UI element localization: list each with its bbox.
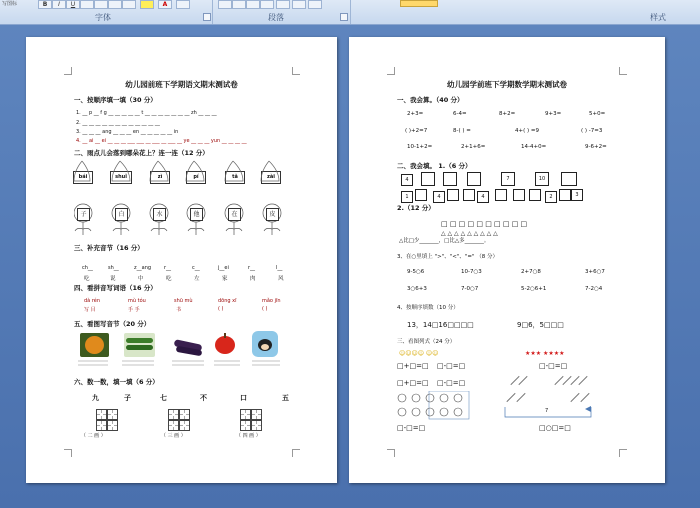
- compare-item: 2+7○8: [521, 269, 541, 275]
- stroke-character: 九: [92, 394, 99, 402]
- syllable-item: j__ei: [218, 265, 229, 271]
- compare-item: 3+6○7: [585, 269, 605, 275]
- stroke-character: 七: [160, 394, 167, 402]
- margin-mark: [619, 449, 627, 457]
- syllable-item: c__: [192, 265, 200, 271]
- calc-item: 8+2=: [499, 111, 516, 117]
- margin-mark: [64, 67, 72, 75]
- writing-lines: [78, 359, 293, 369]
- section-heading: 二、雨点儿会落到哪朵花上？连一连（12 分）: [74, 149, 209, 157]
- square-row: □ □ □ □ □ □ □ □ □ □: [441, 220, 528, 228]
- calc-item: 14-4+0=: [521, 144, 547, 150]
- calc-item: 5+0=: [589, 111, 606, 117]
- margin-mark: [387, 67, 395, 75]
- syllable-item: ch__: [82, 265, 93, 271]
- number-box: 7: [501, 172, 515, 186]
- writing-grid: [251, 409, 262, 420]
- fill-row: 1. __ p __ f g __ __ __ __ __ t __ __ __ __ __ __ __ zh __ __ __: [76, 110, 217, 116]
- apple-image: [214, 333, 236, 355]
- writing-grid: [240, 409, 251, 420]
- writing-grid: [168, 420, 179, 431]
- syllable-char: 吃: [84, 276, 90, 282]
- stroke-character: 五: [282, 394, 289, 402]
- apple-grid: [397, 391, 477, 421]
- number-box: [463, 189, 475, 201]
- writing-grid: [107, 409, 118, 420]
- fill-row: 2. __ __ __ __ __ __ __ __ __ __ __ __: [76, 120, 160, 126]
- mickey-bag-image: [252, 331, 278, 357]
- syllable-char: 左: [194, 276, 200, 282]
- number-box: [421, 172, 435, 186]
- number-box: 1: [401, 191, 413, 203]
- stroke-count: （ 二 画 ）: [81, 433, 106, 439]
- align-right-button[interactable]: [246, 0, 260, 9]
- syllable-item: z__ang: [134, 265, 152, 271]
- number-box: [467, 172, 481, 186]
- font-color-button[interactable]: A: [158, 0, 172, 9]
- writing-grid: [168, 409, 179, 420]
- writing-grid: [179, 409, 190, 420]
- compare-item: 10-7○3: [461, 269, 482, 275]
- order-sequence: 13，14□16□□□□: [407, 321, 474, 329]
- stroke-count: （ 四 画 ）: [236, 433, 261, 439]
- raindrop-pinyin: tǎ: [225, 171, 245, 184]
- section-heading: 3、在○里填上 ">"、"<"、"=" （8 分）: [397, 254, 499, 260]
- change-case-button[interactable]: [122, 0, 136, 9]
- paragraph-dialog-launcher[interactable]: [340, 13, 348, 21]
- section-heading: 三、补充音节（16 分）: [74, 244, 144, 252]
- highlight-button[interactable]: [140, 0, 154, 9]
- justify-button[interactable]: [260, 0, 274, 9]
- section-heading: 五、看图写音节（20 分）: [74, 320, 151, 328]
- calc-item: ( )+2=7: [405, 128, 428, 134]
- equation-blank: □+□=□: [397, 362, 429, 370]
- section-heading: 四、看拼音写词语（16 分）: [74, 284, 157, 292]
- number-box: 3: [571, 189, 583, 201]
- char-shading-button[interactable]: [176, 0, 190, 9]
- raindrop-pinyin: zì: [150, 171, 170, 184]
- flower-character: 皮: [266, 208, 279, 221]
- margin-mark: [64, 449, 72, 457]
- ribbon-separator: [212, 0, 213, 24]
- fill-row: 3. __ __ __ ang __ __ __ en __ __ __ __ __ in: [76, 129, 179, 135]
- number-box: [513, 189, 525, 201]
- answer-slot: ( ): [218, 306, 224, 312]
- pinyin-word: dà rén: [84, 298, 101, 304]
- stick-figure: [518, 376, 527, 385]
- ribbon: [0, 0, 700, 25]
- stick-figure: [570, 393, 579, 402]
- calc-item: 8-( ) =: [453, 128, 471, 134]
- pinyin-word: mǎo jīn: [262, 298, 281, 304]
- paragraph-group-label: 段落: [268, 13, 284, 22]
- writing-grid: [96, 420, 107, 431]
- number-box: [529, 189, 541, 201]
- syllable-item: r__: [248, 265, 256, 271]
- ribbon-separator: [350, 0, 351, 24]
- strikethrough-button[interactable]: [80, 0, 94, 9]
- stroke-character: 不: [200, 394, 207, 402]
- margin-mark: [292, 449, 300, 457]
- compare-item: 7-0○7: [461, 286, 479, 292]
- smiley-group: ☺☺☺☺ ☺☺: [399, 350, 439, 357]
- flower-character: 子: [77, 208, 90, 221]
- answer-slot: 写 目: [84, 307, 96, 313]
- stick-figure: [516, 393, 525, 402]
- bold-button[interactable]: B: [38, 0, 52, 9]
- font-dialog-launcher[interactable]: [203, 13, 211, 21]
- syllable-char: 中: [138, 276, 144, 282]
- calc-item: 10-1+2=: [407, 144, 433, 150]
- cucumber-image: [124, 333, 155, 357]
- chinese-exam-page: [26, 37, 337, 483]
- syllable-char: 说: [110, 276, 116, 282]
- pinyin-word: dōng xī: [218, 298, 237, 304]
- calc-item: 9+3=: [545, 111, 562, 117]
- syllable-item: l__: [276, 265, 283, 271]
- math-exam-page: [349, 37, 665, 483]
- section-heading: 一、按顺序填一填（30 分）: [74, 96, 157, 104]
- bracket-arrow: [503, 405, 595, 423]
- calc-item: 9-6+2=: [585, 144, 607, 150]
- number-box: 10: [535, 172, 549, 186]
- flower-character: 水: [153, 208, 166, 221]
- section-heading: 二、我会填。 1.（6 分）: [397, 162, 472, 170]
- writing-grid: [179, 420, 190, 431]
- align-left-button[interactable]: [218, 0, 232, 9]
- section-heading: 六、数一数，填一填（6 分）: [74, 378, 159, 386]
- number-box: 4: [433, 191, 445, 203]
- equation-blank: □-□=□: [397, 424, 426, 432]
- calc-item: 6-4=: [453, 111, 467, 117]
- stick-figure: [580, 393, 589, 402]
- answer-slot: ( ): [262, 306, 268, 312]
- number-box: 4: [477, 191, 489, 203]
- raindrop-pinyin: pí: [186, 171, 206, 184]
- raindrop-pinyin: bái: [73, 171, 93, 184]
- flower-outlines: [74, 203, 294, 237]
- star-group: ★★★ ★★★★: [525, 350, 565, 357]
- raindrop-pinyin: shuǐ: [110, 171, 132, 184]
- syllable-char: 肉: [250, 276, 256, 282]
- stroke-character: 子: [124, 394, 131, 402]
- margin-mark: [292, 67, 300, 75]
- writing-grid: [107, 420, 118, 431]
- raindrop-outlines: [70, 159, 290, 197]
- margin-mark: [619, 67, 627, 75]
- calc-item: 2+1+6=: [461, 144, 486, 150]
- number-box: [495, 189, 507, 201]
- pinyin-word: mù tóu: [128, 298, 146, 304]
- ribbon-left-label: 写图标: [2, 1, 18, 7]
- compare-item: 7-2○4: [585, 286, 603, 292]
- number-box: 2: [545, 191, 557, 203]
- styles-group-label: 样式: [650, 13, 666, 22]
- calc-item: 4+( ) =9: [515, 128, 540, 134]
- syllable-char: 风: [278, 276, 284, 282]
- order-sequence: 9□6，5□□□: [517, 321, 564, 329]
- calc-item: 2+3=: [407, 111, 424, 117]
- stroke-character: 口: [240, 394, 247, 402]
- syllable-char: 家: [222, 276, 228, 282]
- fill-row: 4. __ ai __ ei __ __ __ ___ ___ __ ___ __ ___ __ ye __ __ __ yun __ __ __ __: [76, 138, 247, 144]
- page-title: 幼儿园学前班下学期数学期末测试卷: [447, 80, 567, 89]
- answer-slot: 手 手: [128, 307, 140, 313]
- section-heading: 三、看图列式（24 分）: [397, 339, 456, 345]
- compare-item: 5-2○6+1: [521, 286, 547, 292]
- equation-blank: □-□=□: [539, 362, 568, 370]
- flower-character: 白: [115, 208, 128, 221]
- pinyin-word: shū mù: [174, 298, 193, 304]
- number-box: [447, 189, 459, 201]
- equation-blank: □-□=□: [437, 379, 466, 387]
- triangle-row: △ △ △ △ △ △ △ △ △: [441, 230, 498, 237]
- page-title: 幼儿园前班下学期语文期末测试卷: [125, 80, 238, 89]
- stick-figure: [506, 393, 515, 402]
- equation-blank: □+□=□: [397, 379, 429, 387]
- syllable-item: r__: [164, 265, 172, 271]
- stroke-count: （ 三 画 ）: [161, 433, 186, 439]
- margin-mark: [387, 449, 395, 457]
- line-spacing-button[interactable]: [276, 0, 290, 9]
- writing-grid: [240, 420, 251, 431]
- number-box: [559, 189, 571, 201]
- raindrop-pinyin: zài: [261, 171, 281, 184]
- flower-character: 在: [228, 208, 241, 221]
- compare-item: 9-5○6: [407, 269, 425, 275]
- number-box: 4: [401, 174, 413, 186]
- stick-figure: [578, 376, 587, 385]
- style-gallery-selected[interactable]: [400, 0, 438, 7]
- syllable-item: sh__: [108, 265, 119, 271]
- underline-button[interactable]: U: [66, 0, 80, 9]
- compare-line: △比□少_______，□比△多_______。: [399, 238, 490, 244]
- bracket-number: 7: [545, 408, 549, 414]
- calc-item: ( ) -7=3: [581, 128, 603, 134]
- flower-character: 他: [190, 208, 203, 221]
- pumpkin-image: [80, 333, 109, 357]
- answer-slot: 书: [176, 307, 182, 313]
- font-group-label: 字体: [95, 13, 111, 22]
- borders-button[interactable]: [308, 0, 322, 9]
- eggplant-image: [174, 336, 204, 356]
- shading-button[interactable]: [292, 0, 306, 9]
- writing-grid: [96, 409, 107, 420]
- number-box: [415, 189, 427, 201]
- equation-blank: □○□=□: [539, 424, 571, 432]
- subscript-button[interactable]: [94, 0, 108, 9]
- italic-button[interactable]: I: [52, 0, 66, 9]
- align-center-button[interactable]: [232, 0, 246, 9]
- number-box: [561, 172, 577, 186]
- section-heading: 4、按顺序填数（10 分）: [397, 305, 459, 311]
- equation-blank: □-□=□: [437, 362, 466, 370]
- compare-item: 3○6+3: [407, 286, 427, 292]
- number-box: [443, 172, 457, 186]
- section-heading: 一、我会算。（40 分）: [397, 96, 464, 104]
- syllable-char: 吃: [166, 276, 172, 282]
- writing-grid: [251, 420, 262, 431]
- section-heading: 2.（12 分）: [397, 204, 435, 212]
- superscript-button[interactable]: [108, 0, 122, 9]
